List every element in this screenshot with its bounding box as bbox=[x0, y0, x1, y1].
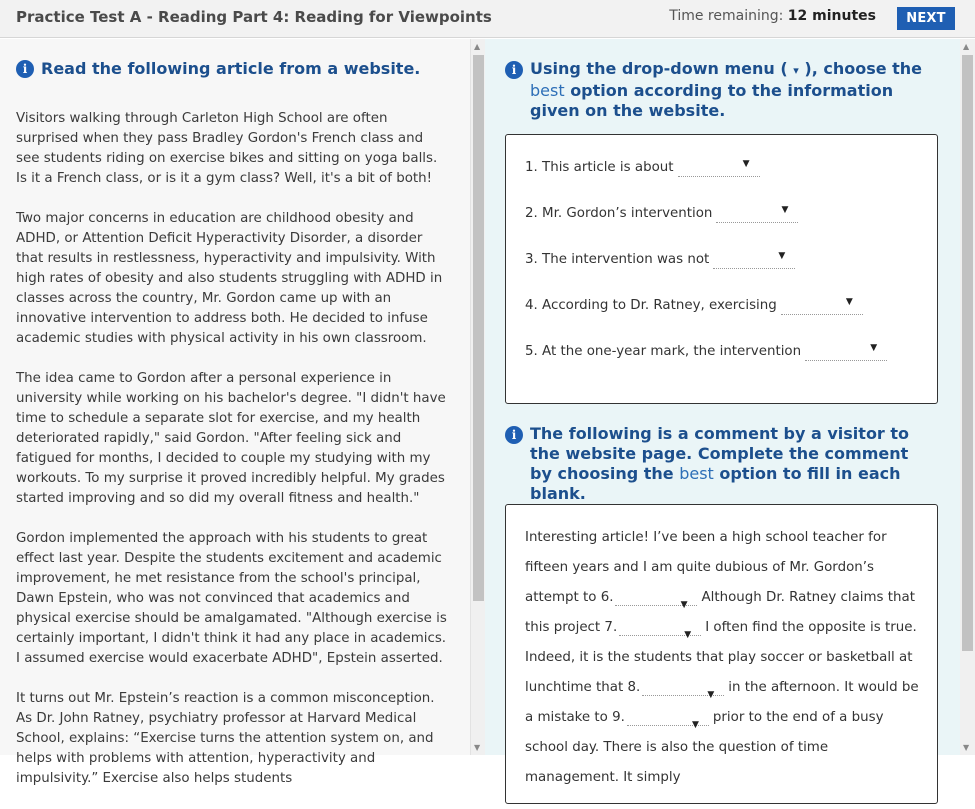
caret-down-icon: ▼ bbox=[778, 251, 786, 261]
caret-down-icon: ▼ bbox=[870, 343, 878, 353]
scroll-down-icon[interactable]: ▼ bbox=[963, 743, 970, 752]
time-remaining bbox=[669, 8, 876, 24]
scroll-up-icon[interactable]: ▲ bbox=[963, 42, 970, 51]
question-row bbox=[525, 157, 760, 177]
page-title: Practice Test A - Reading Part 4: Reading for Viewpoints bbox=[16, 8, 492, 26]
comment-text bbox=[525, 523, 925, 793]
question-row bbox=[525, 341, 887, 361]
article-paragraph: Gordon implemented the approach with his students to great effect last year. Despite the students excitement and academic improvement, he met resistance from the school's principal, Dawn Epstein, who was not convinced that academics and physical exercise should be amalgamated. "Although exercise is certainly important, I didn't think it had any place in academics. I assumed exercise would exacerbate ADHD", Epstein asserted. bbox=[16, 531, 447, 666]
article-pane bbox=[0, 39, 470, 786]
next-button[interactable]: NEXT bbox=[897, 7, 955, 30]
comment-segment: prior to the end of a busy school day. There is also the question of time management. It simply bbox=[525, 710, 884, 785]
article-heading bbox=[16, 59, 420, 78]
article-paragraph: It turns out Mr. Epstein’s reaction is a common misconception. As Dr. John Ratney, psychiatry professor at Harvard Medical School, explains: “Exercise turns the attention system on, and helps with problems with attention, hyperactivity and impulsivity.” Exercise also helps students bbox=[16, 691, 435, 786]
blank-7-dropdown[interactable] bbox=[619, 618, 701, 640]
heading-part: option according to the information given on the website. bbox=[530, 81, 894, 120]
heading-part: Using the drop-down menu ( bbox=[530, 59, 788, 78]
comment-segment: I often find the opposite is true. Indeed, it is the students that play soccer or basketball at lunchtime that 8. bbox=[525, 620, 917, 695]
info-icon: i bbox=[16, 60, 34, 78]
scrollbar-thumb[interactable] bbox=[473, 55, 484, 601]
caret-down-icon: ▼ bbox=[742, 159, 750, 169]
article-body bbox=[16, 109, 450, 809]
heading-part: option to fill in each blank. bbox=[530, 464, 901, 503]
article-heading-text: Read the following article from a website. bbox=[41, 59, 421, 78]
article-scrollbar[interactable] bbox=[470, 39, 485, 755]
question-row bbox=[525, 249, 795, 269]
answer-dropdown[interactable] bbox=[781, 295, 863, 315]
blank-8-dropdown[interactable] bbox=[642, 678, 724, 700]
article-paragraph: Two major concerns in education are childhood obesity and ADHD, or Attention Deficit Hyperactivity Disorder, a disorder that results in restlessness, hyperactivity and impulsivity. With high rates of obesity and also students struggling with ADHD in classes across the country, Mr. Gordon came up with an innovative intervention to address both. He decided to infuse academic studies with physical activity in his own classroom. bbox=[16, 211, 443, 346]
info-icon: i bbox=[505, 61, 523, 79]
timer-value: 12 minutes bbox=[787, 8, 876, 24]
comment-segment: Although Dr. Ratney claims that this project 7. bbox=[525, 590, 915, 635]
answer-dropdown[interactable] bbox=[805, 341, 887, 361]
heading-part: The following is a comment by a visitor to the website page. Complete the comment by choosing the bbox=[530, 424, 910, 483]
caret-down-icon: ▼ bbox=[845, 297, 853, 307]
caret-down-icon: ▼ bbox=[680, 600, 688, 610]
comment-segment: Interesting article! I’ve been a high school teacher for fifteen years and I am quite dubious of Mr. Gordon’s attempt to 6. bbox=[525, 530, 887, 605]
scrollbar-thumb[interactable] bbox=[962, 55, 973, 651]
question-label: 2. Mr. Gordon’s intervention bbox=[525, 205, 713, 221]
caret-down-icon: ▼ bbox=[707, 690, 715, 700]
comment-segment: in the afternoon. It would be a mistake to 9. bbox=[525, 680, 919, 725]
info-icon: i bbox=[505, 426, 523, 444]
heading-part: ), choose the bbox=[804, 59, 923, 78]
questions-heading bbox=[505, 59, 925, 121]
caret-down-icon: ▼ bbox=[684, 630, 692, 640]
highlight-best: best bbox=[679, 464, 714, 483]
blank-6-dropdown[interactable] bbox=[615, 588, 697, 610]
comment-heading bbox=[505, 424, 925, 504]
answer-dropdown[interactable] bbox=[713, 249, 795, 269]
scroll-down-icon[interactable]: ▼ bbox=[474, 743, 481, 752]
caret-down-icon: ▼ bbox=[692, 720, 699, 730]
questions-heading-text bbox=[530, 59, 925, 121]
answer-dropdown[interactable] bbox=[716, 203, 798, 223]
question-label: 5. At the one-year mark, the intervention bbox=[525, 343, 802, 359]
question-row bbox=[525, 203, 798, 223]
article-paragraph: Visitors walking through Carleton High School are often surprised when they pass Bradley Gordon's French class and see students riding on exercise bikes and sitting on yoga balls. Is it a French class, or is it a gym class? Well, it's a bit of both! bbox=[16, 111, 438, 186]
question-label: 4. According to Dr. Ratney, exercising bbox=[525, 297, 777, 313]
answer-dropdown[interactable] bbox=[678, 157, 760, 177]
scroll-up-icon[interactable]: ▲ bbox=[474, 42, 481, 51]
comment-heading-text bbox=[530, 424, 925, 504]
questions-scrollbar[interactable] bbox=[960, 39, 975, 755]
highlight-best: best bbox=[530, 81, 565, 100]
question-row bbox=[525, 295, 863, 315]
caret-down-icon: ▼ bbox=[781, 205, 789, 215]
blank-9-dropdown[interactable] bbox=[627, 708, 709, 730]
timer-label: Time remaining: bbox=[669, 8, 784, 24]
questions-box bbox=[505, 134, 938, 404]
question-label: 3. The intervention was not bbox=[525, 251, 710, 267]
caret-down-icon: ▾ bbox=[793, 64, 799, 77]
question-label: 1. This article is about bbox=[525, 159, 674, 175]
top-bar bbox=[0, 0, 975, 38]
questions-pane bbox=[485, 39, 960, 785]
article-paragraph: The idea came to Gordon after a personal experience in university while working on his bachelor's degree. "I didn't have time to schedule a separate slot for exercise, and my health deteriorated rapidly," said Gordon. "After feeling sick and fatigued for months, I decided to couple my studying with my workouts. To my surprise it proved incredibly helpful. My grades started improving and so did my overall fitness and health." bbox=[16, 371, 446, 506]
comment-box bbox=[505, 504, 938, 804]
